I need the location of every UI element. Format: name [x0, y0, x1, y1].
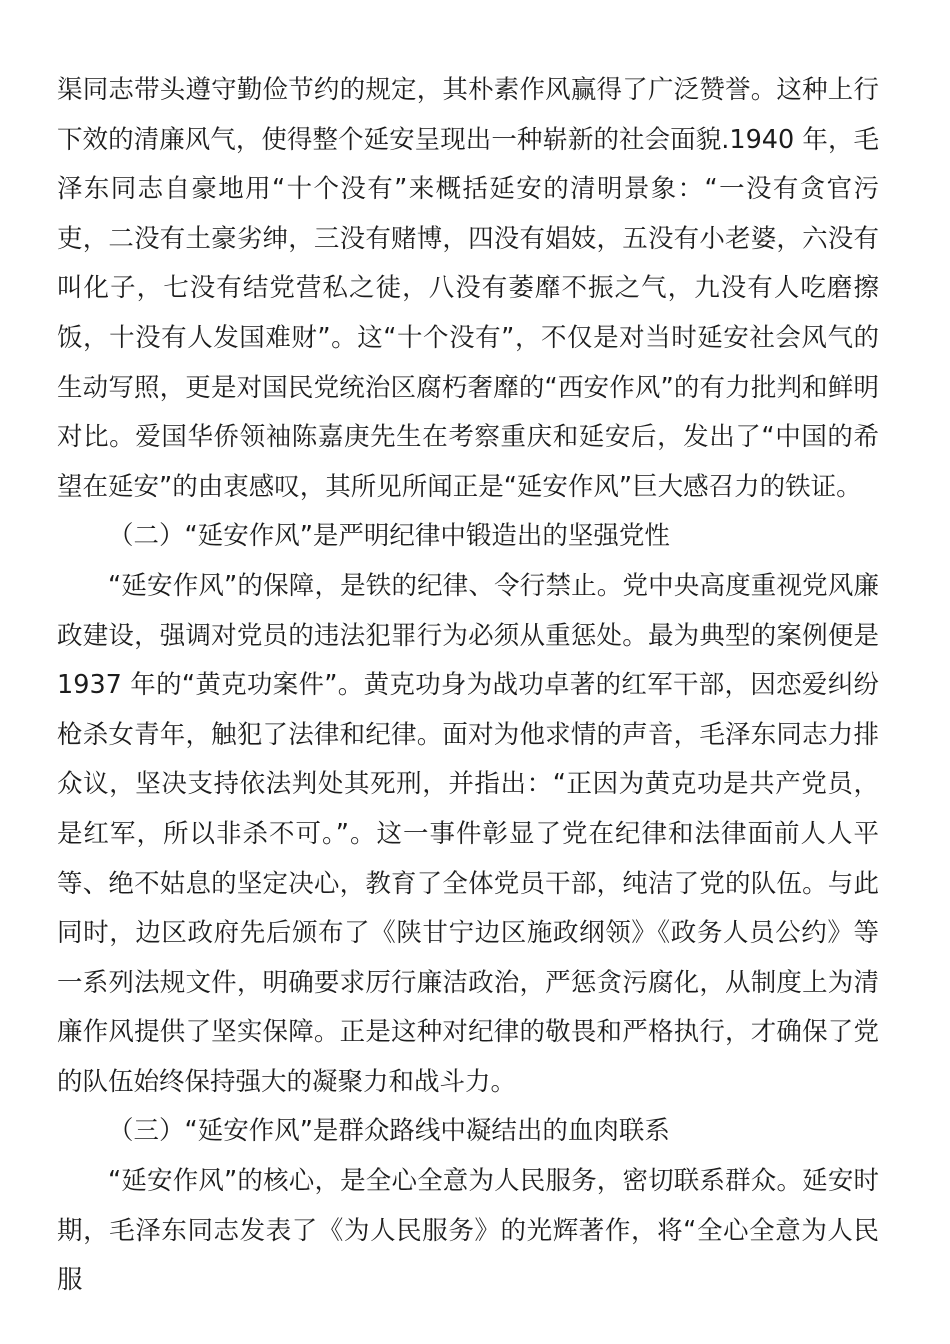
section-heading-3: （三）“延安作风”是群众路线中凝结出的血肉联系 [108, 1116, 670, 1147]
section-heading-2: （二）“延安作风”是严明纪律中锻造出的坚强党性 [108, 521, 670, 552]
document-body [57, 66, 879, 1306]
paragraph-mass-line: “延安作风”的核心，是全心全意为人民服务，密切联系群众。延安时期，毛泽东同志发表了《为人民服务》的光辉著作，将“全心全意为人民服 [57, 1166, 879, 1296]
paragraph-continued: 渠同志带头遵守勤俭节约的规定，其朴素作风赢得了广泛赞誉。这种上行下效的清廉风气，使得整个延安呈现出一种崭新的社会面貌.1940 年，毛泽东同志自豪地用“十个没有”来概括延安的清明景象：“一没有贪官污吏，二没有土豪劣绅，三没有赌博，四没有娼妓，五没有小老婆，六没有叫化子，七没有结党营私之徒，八没有萎靡不振之气，九没有人吃磨擦饭，十没有人发国难财”。这“十个没有”，不仅是对当时延安社会风气的生动写照，更是对国民党统治区腐朽奢靡的“西安作风”的有力批判和鲜明对比。爱国华侨领袖陈嘉庚先生在考察重庆和延安后，发出了“中国的希望在延安”的由衷感叹，其所见所闻正是“延安作风”巨大感召力的铁证。 [57, 75, 879, 502]
paragraph-discipline: “延安作风”的保障，是铁的纪律、令行禁止。党中央高度重视党风廉政建设，强调对党员的违法犯罪行为必须从重惩处。最为典型的案例便是 1937 年的“黄克功案件”。黄克功身为战功卓著的红军干部，因恋爱纠纷枪杀女青年，触犯了法律和纪律。面对为他求情的声音，毛泽东同志力排众议，坚决支持依法判处其死刑，并指出：“正因为黄克功是共产党员，是红军，所以非杀不可。”。这一事件彰显了党在纪律和法律面前人人平等、绝不姑息的坚定决心，教育了全体党员干部，纯洁了党的队伍。与此同时，边区政府先后颁布了《陕甘宁边区施政纲领》《政务人员公约》等一系列法规文件，明确要求厉行廉洁政治，严惩贪污腐化，从制度上为清廉作风提供了坚实保障。正是这种对纪律的敬畏和严格执行，才确保了党的队伍始终保持强大的凝聚力和战斗力。 [57, 570, 879, 1097]
